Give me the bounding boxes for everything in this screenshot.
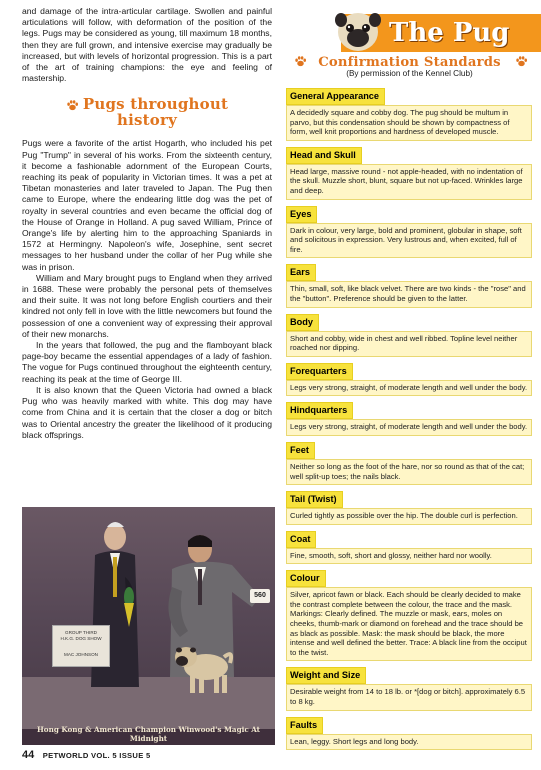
intro-paragraph: and damage of the intra-articular cartilage. Swollen and painful articulations will follow, with deformation of the position of the legs. Pugs may be considered as young, till maximum 18 months, then they are full grown, and intensive exercise may gradually be increased, but with levels of horizontal progression. This is a part of the art of training champions: the eye and feeling of mastership.	[22, 6, 272, 84]
history-heading-line1: Pugs throughout	[82, 95, 229, 114]
left-column	[22, 6, 272, 441]
standard-text: Dark in colour, very large, bold and prominent, globular in shape, soft and solicitous in expression. Very lustrous and, when excited, full of fire.	[286, 223, 532, 259]
standard-weight-and-size	[286, 665, 532, 710]
standard-head-and-skull	[286, 145, 532, 200]
standard-label: Ears	[286, 264, 316, 281]
standards-subtitle: (By permission of the Kennel Club)	[346, 69, 473, 78]
standard-label: Colour	[286, 570, 326, 587]
standard-label: Weight and Size	[286, 667, 366, 684]
standard-text: Curled tightly as possible over the hip. The double curl is perfection.	[286, 508, 532, 525]
standard-ears	[286, 262, 532, 307]
standard-label: Tail (Twist)	[286, 491, 343, 508]
award-sign	[52, 625, 110, 667]
standard-faults	[286, 715, 532, 751]
standard-label: Head and Skull	[286, 147, 362, 164]
standard-label: Coat	[286, 531, 316, 548]
pug-dog-figure	[172, 637, 242, 697]
history-paragraph: William and Mary brought pugs to England when they arrived in 1688. These were probably the personal pets of themselves and their suite. It was not long before English courtiers and their kindred not only fell in love with the little newcomers but found the possession of one a convenient way of expressing their approval of their new monarchs.	[22, 272, 272, 339]
photo-caption: Hong Kong & American Champion Winwood's Magic At Midnight	[37, 725, 260, 743]
sign-line: MAC JOHNSON	[64, 652, 98, 657]
sign-line: GROUP THIRD	[65, 630, 97, 635]
sign-line: H.K.G. DOG SHOW	[60, 636, 102, 641]
standard-text: Desirable weight from 14 to 18 lb. or *[dog or bitch]. approximately 6.5 to 8 kg.	[286, 684, 532, 710]
standard-feet	[286, 440, 532, 485]
magazine-issue: PETWORLD VOL. 5 ISSUE 5	[42, 751, 151, 760]
page-number: 44	[22, 749, 35, 761]
standard-eyes	[286, 204, 532, 259]
ring-number-badge: 560	[250, 589, 270, 603]
standard-label: Forequarters	[286, 363, 353, 380]
standard-text: Legs very strong, straight, of moderate length and well under the body.	[286, 380, 532, 397]
standard-hindquarters	[286, 400, 532, 436]
standards-title-text: Confirmation Standards	[318, 55, 501, 70]
standard-tail	[286, 489, 532, 525]
standard-forequarters	[286, 361, 532, 397]
standard-text: Thin, small, soft, like black velvet. There are two kinds - the "rose" and the "button". Preference should be given to the latter.	[286, 281, 532, 307]
standard-text: Fine, smooth, soft, short and glossy, neither hard nor woolly.	[286, 548, 532, 565]
standard-text: Short and cobby, wide in chest and well ribbed. Topline level neither roached nor dipping.	[286, 331, 532, 357]
standard-label: Feet	[286, 442, 315, 459]
history-paragraph: Pugs were a favorite of the artist Hogarth, who included his pet Pug "Trump" in several of his works. From the sixteenth century, it become a fashionable adornment of the European Courts, reaching its peak of popularity in Victorian times. It was a pet at Tibetan monasteries and later traveled to Japan. The Pug then came to Europe, where the endearing little dog was the pet of royalty in several countries and even became the official dog of the House of Orange in Holland. A pug saved William, Prince of Orange's life by alerting him to the approaching Spaniards in 1572 at Hermingny. Napoleon's wife, Josephine, sent secret messages to her husband under the collar of her Pug while she was in prison.	[22, 138, 272, 272]
standard-text: Legs very strong, straight, of moderate length and well under the body.	[286, 419, 532, 436]
standard-coat	[286, 529, 532, 565]
standards-list	[286, 86, 532, 754]
standard-label: General Appearance	[286, 88, 385, 105]
history-heading	[22, 96, 272, 128]
standard-text: Neither so long as the foot of the hare, nor so round as that of the cat; well split-up toes; the nails black.	[286, 459, 532, 485]
standard-text: A decidedly square and cobby dog. The pug should be multum in parvo, but this condensation should be shown by compactness of form, well knit proportions and hardness of developed muscle.	[286, 105, 532, 141]
standard-body	[286, 312, 532, 357]
standard-label: Eyes	[286, 206, 317, 223]
banner-title: The Pug	[389, 18, 510, 48]
standard-text: Lean, leggy. Short legs and long body.	[286, 734, 532, 751]
standard-text: Silver, apricot fawn or black. Each should be clearly decided to make the contrast complete between the colour, the trace and the mask. Markings: Clearly defined. The muzzle or mask, ears, moles on cheeks, thumb-mark or diamond on forehead and the trace should be as black as possible. Mask: the mask should be black, the more intense and well defined the better. Trace: A black line from the occiput to the twist.	[286, 587, 532, 661]
page-footer	[22, 749, 151, 761]
history-paragraph: In the years that followed, the pug and the flamboyant black page-boy became the essential appendages of a lady of fashion. The vogue for Pugs continued throughout the eighteenth century, reaching its peak at the time of George III.	[22, 340, 272, 384]
standard-label: Hindquarters	[286, 402, 353, 419]
standard-text: Head large, massive round - not apple-headed, with no indentation of the skull. Muzzle short, blunt, square but not up-faced. Wrinkles large and deep.	[286, 164, 532, 200]
history-paragraph: It is also known that the Queen Victoria had owned a black Pug who was heavily marked with white. This dog may have come from China and it is certain that the closer a dog or bitch was to Oriental ancestry the greater the likelihood of it producing black offsprings.	[22, 384, 272, 440]
standard-colour	[286, 568, 532, 661]
standard-label: Faults	[286, 717, 323, 734]
standard-general-appearance	[286, 86, 532, 141]
dog-show-photo	[22, 507, 275, 745]
standard-label: Body	[286, 314, 319, 331]
paw-icon	[66, 99, 79, 112]
history-heading-line2: history	[116, 111, 177, 130]
pug-head-icon	[333, 8, 383, 54]
